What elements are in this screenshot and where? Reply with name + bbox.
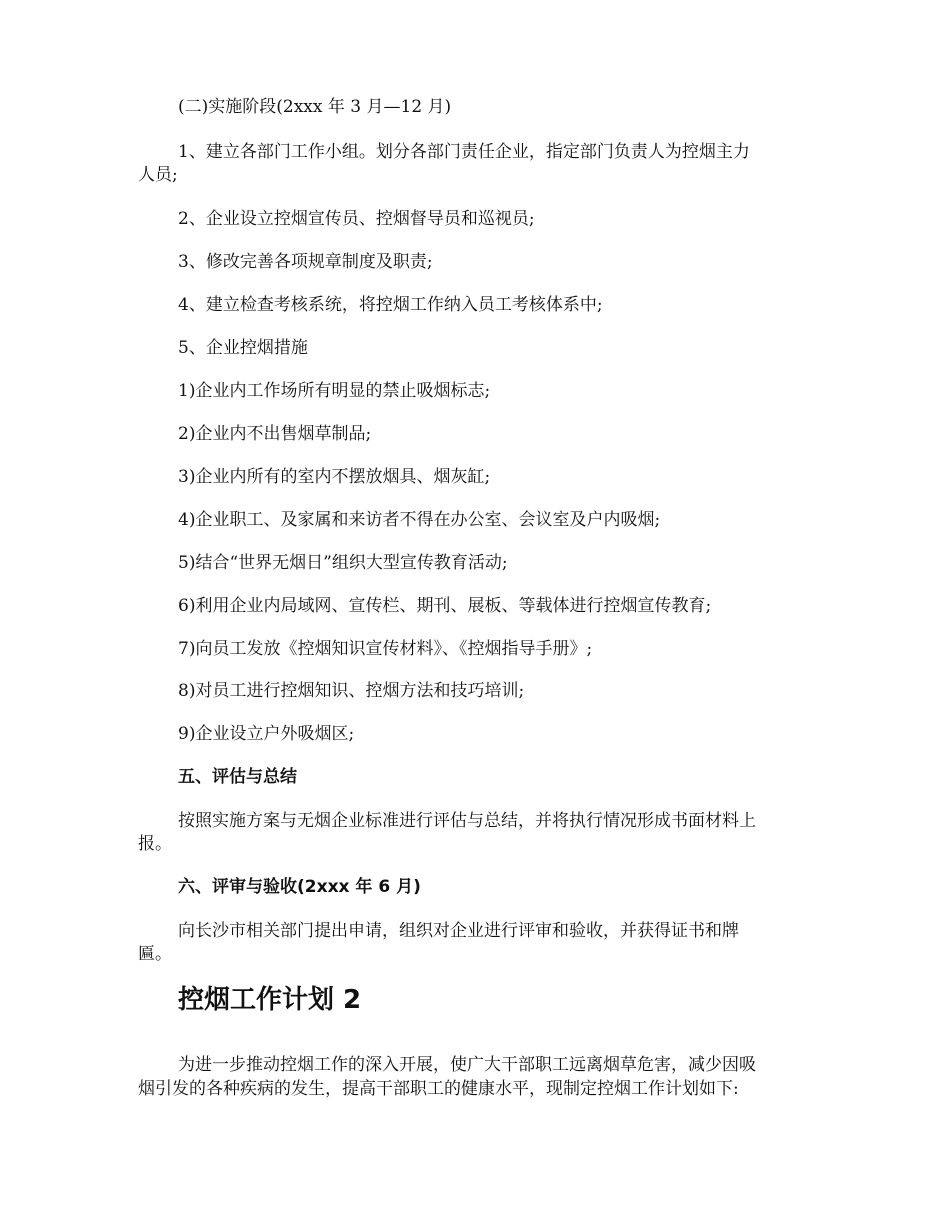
paragraph-line: 为进一步推动控烟工作的深入开展，使广大干部职工远离烟草危害，减少因吸 bbox=[178, 1055, 756, 1075]
paragraph-line: 2、企业设立控烟宣传员、控烟督导员和巡视员; bbox=[178, 209, 535, 229]
paragraph-line: 按照实施方案与无烟企业标准进行评估与总结，并将执行情况形成书面材料上 bbox=[178, 811, 756, 831]
paragraph-line: 匾。 bbox=[138, 944, 172, 964]
list-item: 8)对员工进行控烟知识、控烟方法和技巧培训; bbox=[178, 681, 525, 701]
paragraph-line: 4、建立检查考核系统，将控烟工作纳入员工考核体系中; bbox=[178, 295, 603, 315]
paragraph-line: 烟引发的各种疾病的发生，提高干部职工的健康水平，现制定控烟工作计划如下: bbox=[138, 1079, 739, 1099]
section-heading-review: 六、评审与验收(2xxx 年 6 月) bbox=[178, 877, 421, 897]
document-title: 控烟工作计划 2 bbox=[178, 985, 362, 1015]
paragraph-line: 人员; bbox=[138, 165, 178, 185]
paragraph-line: 向长沙市相关部门提出申请，组织对企业进行评审和验收，并获得证书和牌 bbox=[178, 921, 739, 941]
list-item: 4)企业职工、及家属和来访者不得在办公室、会议室及户内吸烟; bbox=[178, 510, 661, 530]
list-item: 1)企业内工作场所有明显的禁止吸烟标志; bbox=[178, 381, 491, 401]
section-heading-implementation: (二)实施阶段(2xxx 年 3 月—12 月) bbox=[178, 97, 452, 117]
list-item: 9)企业设立户外吸烟区; bbox=[178, 724, 355, 744]
list-item: 6)利用企业内局域网、宣传栏、期刊、展板、等载体进行控烟宣传教育; bbox=[178, 596, 712, 616]
list-item: 3)企业内所有的室内不摆放烟具、烟灰缸; bbox=[178, 467, 491, 487]
paragraph-line: 3、修改完善各项规章制度及职责; bbox=[178, 252, 433, 272]
paragraph-line: 报。 bbox=[138, 834, 172, 854]
list-item: 7)向员工发放《控烟知识宣传材料》、《控烟指导手册》; bbox=[178, 639, 593, 659]
list-item: 2)企业内不出售烟草制品; bbox=[178, 424, 372, 444]
list-item: 5)结合“世界无烟日”组织大型宣传教育活动; bbox=[178, 553, 508, 573]
paragraph-line: 1、建立各部门工作小组。划分各部门责任企业，指定部门负责人为控烟主力 bbox=[178, 142, 750, 162]
paragraph-line: 5、企业控烟措施 bbox=[178, 338, 308, 358]
section-heading-evaluation: 五、评估与总结 bbox=[178, 767, 297, 787]
